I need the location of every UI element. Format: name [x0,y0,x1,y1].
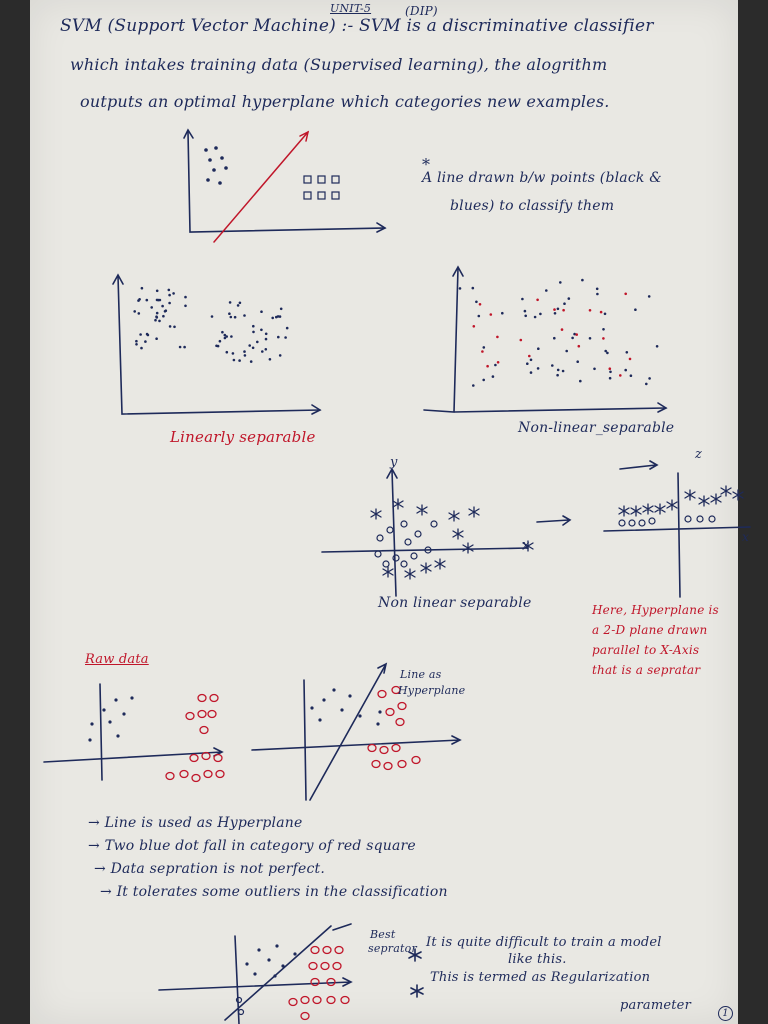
sketch-dot [624,369,627,372]
red-square-mark [190,755,198,762]
sketch-dot [602,328,605,331]
sketch-dot [626,351,629,354]
sketch-dot [600,311,603,314]
sketch-dot [155,315,158,318]
sketch-dot [556,374,559,377]
sketch-dot [183,346,186,349]
sketch-dot [501,312,504,315]
fig5-note-2: This is termed as Regularization [430,970,651,985]
hyperplane-red-note [592,600,719,680]
sketch-dot [150,306,153,309]
sketch-dot [472,384,475,387]
transformed-z-plot [600,455,760,605]
sketch-dot [656,345,659,348]
sketch-dot [155,337,158,340]
sketch-dot [165,309,168,312]
sketch-dot [252,325,255,328]
linearly-separable-caption: Linearly separable [170,428,316,446]
sketch-dot [520,339,523,342]
red-square-mark [335,947,343,954]
sketch-dot [526,362,529,365]
sketch-dot [162,315,165,318]
sketch-dot [228,312,231,315]
sketch-dot [229,301,232,304]
sketch-dot [539,313,542,316]
best-separator-plot [155,920,365,1024]
sketch-dot [496,336,499,339]
sketch-dot [146,333,149,336]
star-mark-icon [733,490,743,500]
sketch-dot [524,315,527,318]
sketch-dot [168,289,171,292]
sketch-dot [482,379,485,382]
figure-1-note-line-1: A line drawn b/w points (black & [422,170,662,186]
sketch-dot [492,375,495,378]
note-item-4: → It tolerates some outliers in the classification [100,884,448,900]
line-as-label-2: Hyperplane [398,684,466,697]
red-square-mark [200,727,208,734]
red-square-mark [386,709,394,716]
sketch-dot [232,352,235,355]
star-mark-icon [435,559,445,569]
transform-arrow-icon [535,512,575,532]
subject-label: (DIP) [405,4,438,18]
sketch-dot [609,377,612,380]
sketch-dot [634,308,637,311]
red-square-mark [301,997,309,1004]
sketch-dot [483,346,486,349]
non-linear-caption: Non linear separable [378,595,532,611]
sketch-dot [215,345,218,348]
sketch-dot [478,315,481,318]
sketch-dot [243,350,246,353]
sketch-dot [280,308,283,311]
star-bullet-icon-2 [410,984,424,998]
sketch-dot [486,365,489,368]
line-as-label: Line as [400,668,442,681]
star-mark-icon [449,511,459,521]
sketch-dot [279,354,282,357]
sketch-dot [219,340,222,343]
sketch-dot [140,347,143,350]
notebook-page [30,0,749,1024]
red-square-mark [311,947,319,954]
axis-label-x: x [522,538,530,553]
star-mark-icon [667,500,677,510]
sketch-dot [562,370,565,373]
sketch-dot [135,343,138,346]
star-mark-icon [631,506,641,516]
red-note-line-3: parallel to X-Axis [592,643,700,657]
red-note-line-4: that is a sepratar [592,663,701,677]
sketch-dot [530,359,533,362]
red-note-line-1: Here, Hyperplane is [592,603,719,617]
sketch-dot [234,316,237,319]
sketch-dot [606,352,609,355]
red-square-mark [378,691,386,698]
raw-data-plot [44,680,244,790]
sketch-dot [559,281,562,284]
sketch-dot [239,302,242,305]
red-square-mark [186,713,194,720]
red-square-mark [321,963,329,970]
best-label: Best [370,928,396,941]
sketch-dot [168,294,171,297]
sketch-dot [561,328,564,331]
sketch-dot [578,345,581,348]
sketch-dot [146,299,149,302]
sketch-dot [568,297,571,300]
red-square-mark [311,979,319,986]
sketch-dot [154,319,157,322]
sketch-dot [557,308,560,311]
sketch-dot [271,317,274,320]
sketch-dot [233,359,236,362]
sketch-dot [244,354,247,357]
axis-label-x2: x [742,530,749,544]
page-number: 1 [718,1006,733,1021]
star-mark-icon [699,496,709,506]
sketch-dot [184,296,187,299]
note-item-1: → Line is used as Hyperplane [88,815,303,831]
sketch-dot [169,325,172,328]
red-square-mark [323,947,331,954]
red-square-mark [396,719,404,726]
sketch-dot [184,305,187,308]
sketch-dot [139,333,142,336]
sketch-dot [156,290,159,293]
red-square-mark [166,773,174,780]
red-square-mark [398,703,406,710]
sketch-dot [248,344,251,347]
sketch-dot [494,364,497,367]
sketch-dot [624,293,627,296]
sketch-dot [141,287,144,290]
sketch-dot [553,337,556,340]
note-item-2: → Two blue dot fall in category of red square [88,838,416,854]
sketch-dot [530,371,533,374]
sketch-dot [596,288,599,291]
star-mark-icon [421,563,431,573]
star-mark-icon [619,506,629,516]
sketch-dot [269,358,272,361]
sketch-dot [179,346,182,349]
sketch-dot [554,312,557,315]
sketch-dot [536,299,539,302]
sketch-dot [250,360,253,363]
sketch-dot [589,309,592,312]
sketch-dot [158,320,161,323]
sketch-dot [602,337,605,340]
sketch-dot [579,380,582,383]
sketch-dot [237,304,240,307]
sketch-dot [645,383,648,386]
sketch-dot [630,374,633,377]
sketch-dot [479,303,482,306]
sketch-dot [286,327,289,330]
fig5-note-2b: parameter [620,998,691,1013]
sketch-dot [252,347,255,350]
sketch-dot [524,310,527,313]
sketch-dot [593,368,596,371]
red-square-mark [214,755,222,762]
sketch-dot [534,316,537,319]
header-line-3: outputs an optimal hyperplane which categories new examples. [80,92,610,111]
non-linear-separable-caption: Non-linear_separable [518,420,675,436]
sketch-dot [609,371,612,374]
sketch-dot [138,298,141,301]
sketch-dot [537,367,540,370]
sketch-dot [490,313,493,316]
raw-data-label: Raw data [85,652,149,667]
sketch-dot [173,326,176,329]
star-mark-icon [721,486,731,496]
sketch-dot [133,310,136,313]
figure-1-note-line-2: blues) to classify them [450,198,615,214]
figure-1-note-star: * [422,155,431,174]
red-square-mark [192,775,200,782]
header-line-2: which intakes training data (Supervised learning), the alogrithm [70,55,608,74]
sketch-dot [551,364,554,367]
sketch-dot [609,367,612,370]
star-mark-icon [417,505,427,515]
sketch-dot [497,361,500,364]
linearly-separable-plot [110,272,330,422]
star-mark-icon [393,499,403,509]
sketch-dot [230,335,233,338]
sketch-dot [279,315,282,318]
notes-list [88,812,448,904]
sketch-dot [144,340,147,343]
sketch-dot [238,359,241,362]
sketch-dot [265,348,268,351]
star-mark-icon [469,507,479,517]
sketch-dot [553,308,556,311]
red-square-mark [198,695,206,702]
sketch-dot [277,336,280,339]
red-square-mark [380,747,388,754]
star-mark-icon [371,509,381,519]
sketch-dot [260,329,263,332]
sketch-dot [265,333,268,336]
sketch-dot [475,301,478,304]
fig5-note-1b: like this. [508,952,567,967]
red-square-mark [309,963,317,970]
red-note-line-2: a 2-D plane drawn [592,623,708,637]
sketch-dot [230,316,233,319]
line-as-hyperplane-plot [250,660,470,805]
axis-label-y: y [390,455,398,470]
red-square-mark [198,711,206,718]
star-bullet-icon-1 [408,948,422,962]
sketch-dot [135,340,138,343]
red-square-mark [216,771,224,778]
sketch-dot [226,351,229,354]
sketch-dot [557,369,560,372]
sketch-dot [596,293,599,296]
red-square-mark [341,997,349,1004]
header-line-1: SVM (Support Vector Machine) :- SVM is a discriminative classifier [60,16,654,36]
best-label-2: seprator [368,942,417,955]
star-mark-icon [463,543,473,553]
red-square-mark [333,963,341,970]
red-square-mark [392,745,400,752]
sketch-dot [563,302,566,305]
sketch-dot [537,347,540,350]
red-square-mark [372,761,380,768]
fig5-note-1: It is quite difficult to train a model [426,935,662,950]
sketch-dot [521,298,524,301]
sketch-dot [619,374,622,377]
sketch-dot [581,279,584,282]
sketch-dot [545,289,548,292]
sketch-dot [648,377,651,380]
sketch-dot [629,358,632,361]
sketch-dot [565,350,568,353]
sketch-dot [161,305,164,308]
sketch-dot [225,335,228,338]
red-square-mark [204,771,212,778]
red-square-mark [180,771,188,778]
sketch-dot [211,315,214,318]
sketch-dot [156,312,159,315]
star-mark-icon [685,490,695,500]
star-mark-icon [383,567,393,577]
non-linear-separable-plot [418,262,678,422]
star-mark-icon [643,504,653,514]
sketch-dot [157,299,160,302]
non-linear-scatter-plot [318,460,548,600]
unit-label: UNIT-5 [330,2,372,15]
sketch-dot [562,309,565,312]
note-item-3: → Data sepration is not perfect. [94,861,326,877]
sketch-dot [261,350,264,353]
sketch-dot [589,337,592,340]
sketch-dot [575,333,578,336]
sketch-dot [604,313,607,316]
sketch-dot [138,312,141,315]
sketch-dot [472,287,475,290]
sketch-dot [576,360,579,363]
red-square-mark [412,757,420,764]
sketch-dot [221,331,224,334]
sketch-dot [473,325,476,328]
red-square-mark [368,745,376,752]
sketch-dot [648,295,651,298]
sketch-dot [168,302,171,305]
red-square-mark [301,1013,309,1020]
star-mark-icon [711,494,721,504]
sketch-dot [256,341,259,344]
sketch-dot [571,337,574,340]
sketch-dot [265,338,268,341]
figure-1-hyperplane-sketch [170,128,390,248]
sketch-dot [481,350,484,353]
sketch-dot [284,336,287,339]
red-square-mark [289,999,297,1006]
red-square-mark [208,711,216,718]
red-square-mark [327,997,335,1004]
sketch-dot [172,292,175,295]
sketch-dot [528,355,531,358]
sketch-dot [243,314,246,317]
red-square-mark [210,695,218,702]
red-square-mark [384,763,392,770]
star-mark-icon [453,529,463,539]
star-mark-icon [655,504,665,514]
sketch-dot [260,310,263,313]
sketch-dot [459,287,462,290]
star-mark-icon [405,569,415,579]
axis-label-z: z [695,447,703,462]
sketch-dot [252,331,255,334]
red-square-mark [398,761,406,768]
red-square-mark [313,997,321,1004]
